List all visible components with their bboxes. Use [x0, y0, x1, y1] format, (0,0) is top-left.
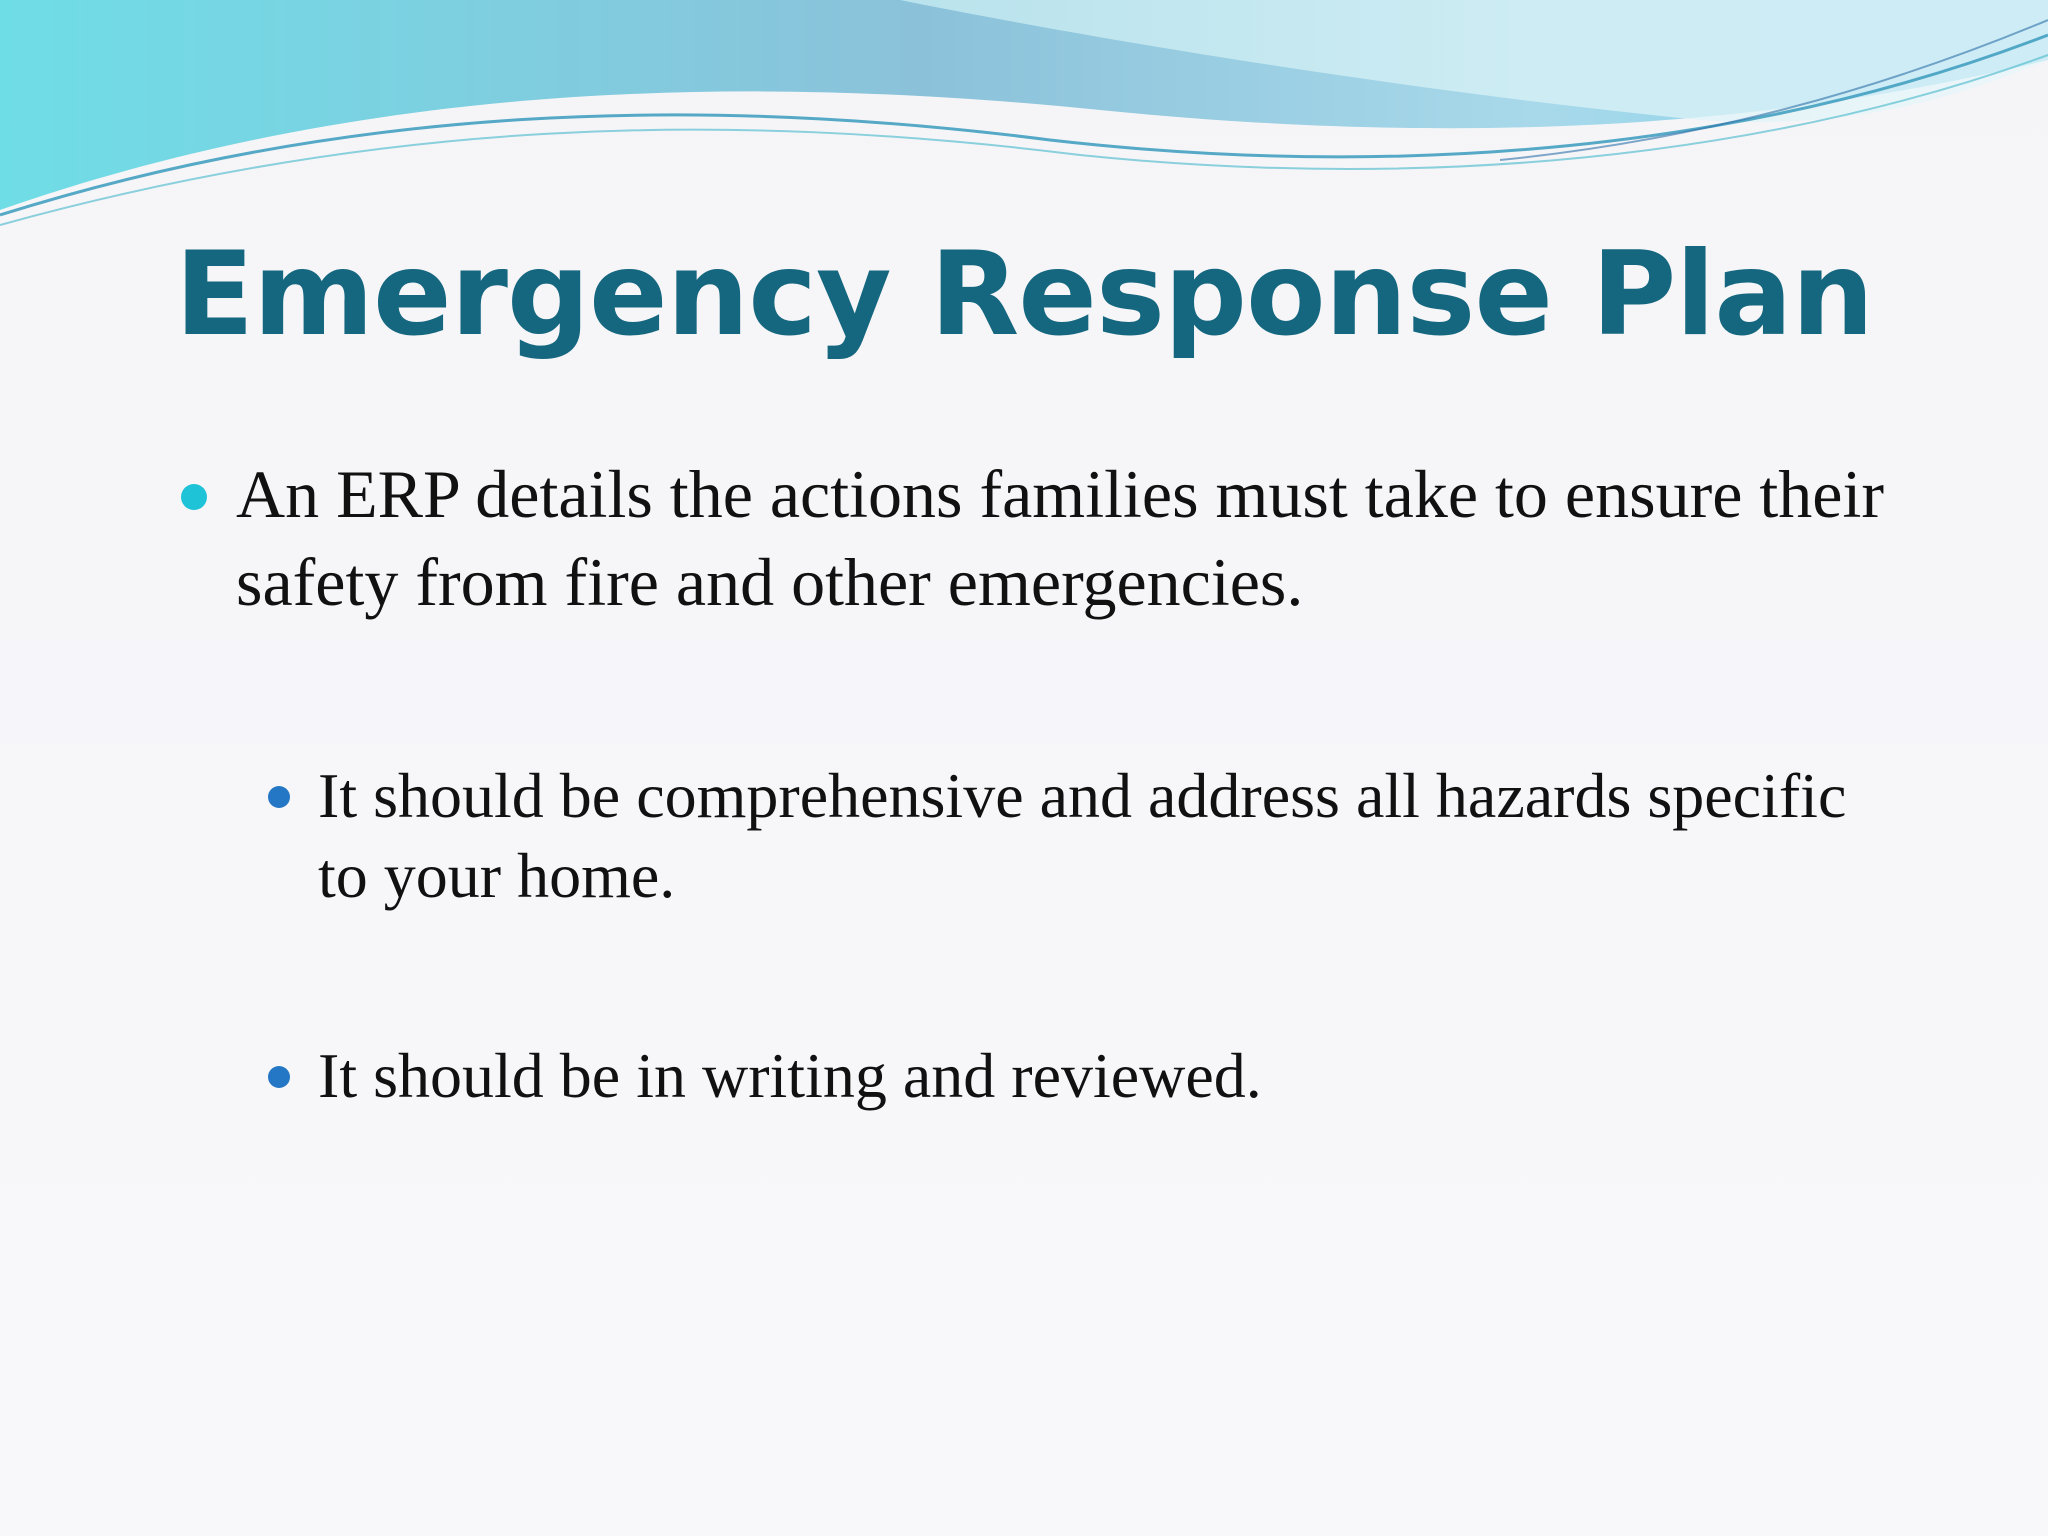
bullet-text: It should be in writing and reviewed. — [318, 1040, 1262, 1111]
bullet-text: An ERP details the actions families must take to ensure their safety from fire and other emergencies. — [236, 456, 1885, 620]
bullet-dot-icon — [268, 1066, 290, 1088]
bullet-item-level-1 — [236, 450, 1896, 626]
bullet-item-level-2 — [318, 756, 1878, 916]
bullet-item-level-2 — [318, 1036, 1878, 1116]
bullet-dot-icon — [181, 484, 207, 510]
bullet-dot-icon — [268, 786, 290, 808]
slide-title: Emergency Response Plan — [174, 227, 1874, 362]
bullet-text: It should be comprehensive and address all hazards specific to your home. — [318, 760, 1847, 911]
